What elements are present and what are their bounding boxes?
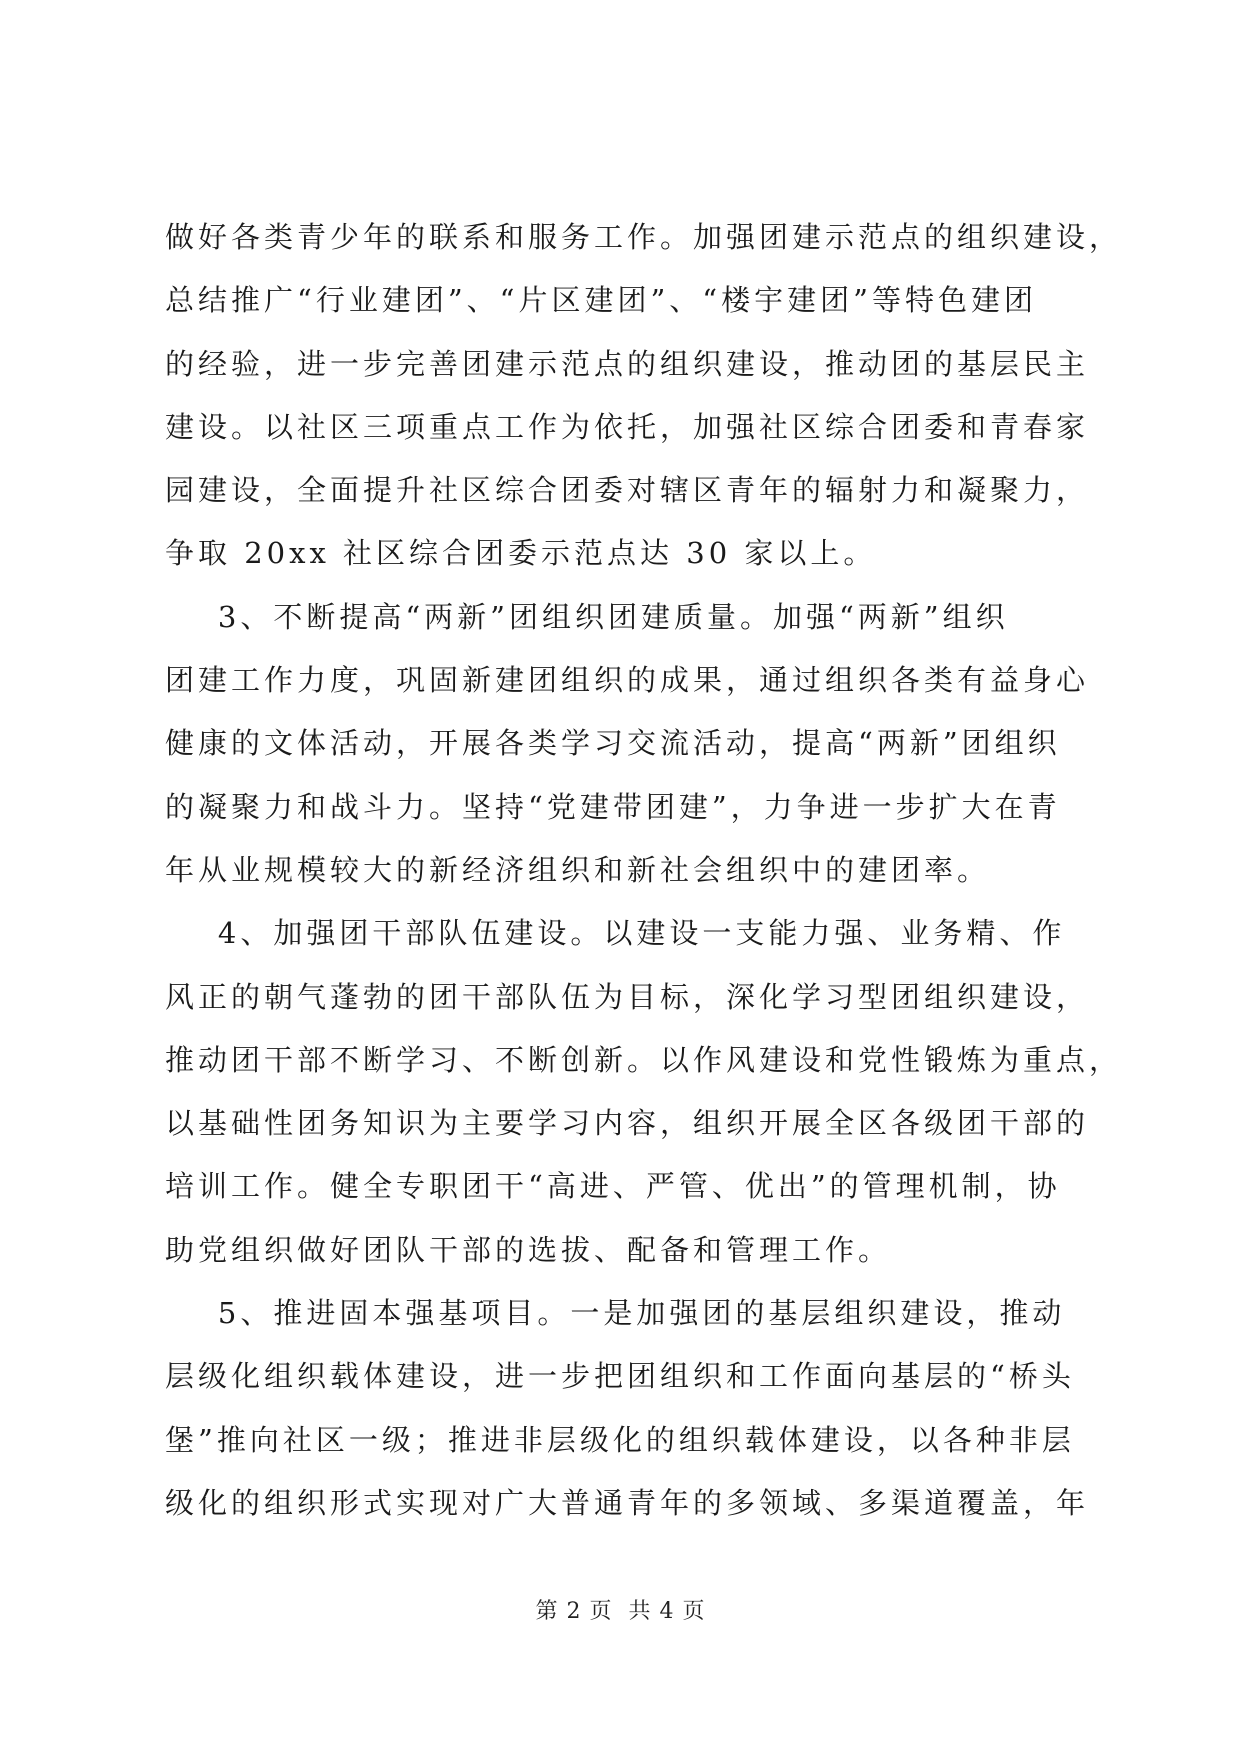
- text-line: 做好各类青少年的联系和服务工作。加强团建示范点的组织建设，: [165, 220, 1123, 254]
- text-line: 争取 20xx 社区综合团委示范点达 30 家以上。: [165, 536, 877, 571]
- text-line: 健康的文体活动，开展各类学习交流活动，提高“两新”团组织: [165, 726, 1061, 761]
- text-line: 团建工作力度，巩固新建团组织的成果，通过组织各类有益身心: [165, 663, 1090, 698]
- text-line: 4、加强团干部队伍建设。以建设一支能力强、业务精、作: [165, 916, 1066, 951]
- page-number-footer: 第 2 页 共 4 页: [535, 1599, 706, 1624]
- text-line: 年从业规模较大的新经济组织和新社会组织中的建团率。: [165, 852, 991, 887]
- text-line: 级化的组织形式实现对广大普通青年的多领域、多渠道覆盖，年: [165, 1485, 1090, 1520]
- text-line: 层级化组织载体建设，进一步把团组织和工作面向基层的“桥头: [165, 1359, 1075, 1394]
- text-line: 建设。以社区三项重点工作为依托，加强社区综合团委和青春家: [165, 409, 1090, 444]
- text-line: 以基础性团务知识为主要学习内容，组织开展全区各级团干部的: [165, 1106, 1090, 1141]
- text-line: 的经验，进一步完善团建示范点的组织建设，推动团的基层民主: [165, 346, 1090, 381]
- text-line: 3、不断提高“两新”团组织团建质量。加强“两新”组织: [165, 599, 1009, 634]
- text-line: 总结推广“行业建团”、“片区建团”、“楼宇建团”等特色建团: [165, 283, 1037, 318]
- text-line: 助党组织做好团队干部的选拔、配备和管理工作。: [165, 1232, 892, 1267]
- text-line: 堡”推向社区一级；推进非层级化的组织载体建设，以各种非层: [165, 1422, 1075, 1457]
- body-text: [165, 206, 1123, 1535]
- text-line: 的凝聚力和战斗力。坚持“党建带团建”，力争进一步扩大在青: [165, 789, 1061, 824]
- text-line: 培训工作。健全专职团干“高进、严管、优出”的管理机制，协: [165, 1169, 1061, 1204]
- text-line: 5、推进固本强基项目。一是加强团的基层组织建设，推动: [165, 1296, 1066, 1331]
- text-line: 园建设，全面提升社区综合团委对辖区青年的辐射力和凝聚力，: [165, 473, 1090, 508]
- text-line: 推动团干部不断学习、不断创新。以作风建设和党性锻炼为重点，: [165, 1042, 1123, 1077]
- text-line: 风正的朝气蓬勃的团干部队伍为目标，深化学习型团组织建设，: [165, 979, 1090, 1014]
